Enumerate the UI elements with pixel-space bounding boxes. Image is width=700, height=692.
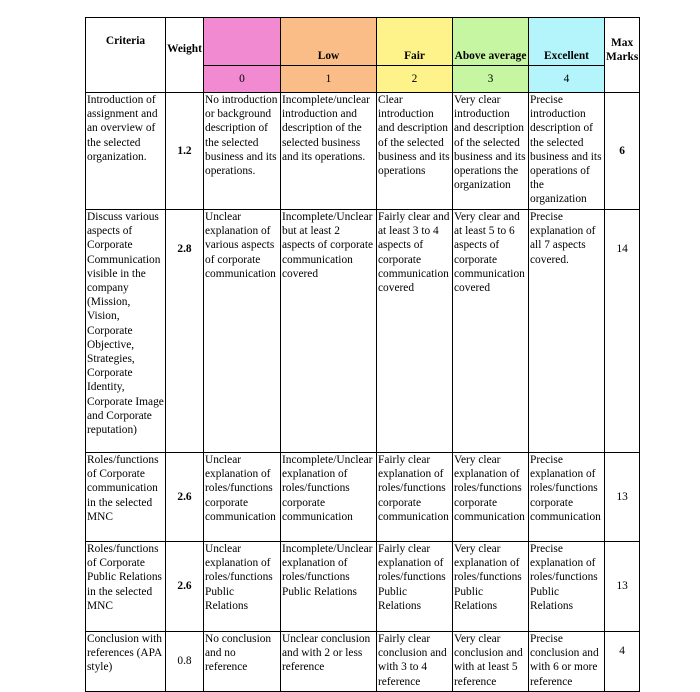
descriptor-cell: Precise explanation of roles/functions Public Relations — [529, 542, 605, 632]
level-header-fair: Fair — [377, 18, 453, 66]
rubric-table — [85, 17, 640, 692]
descriptor-cell: Fairly clear explanation of roles/functions corporate communication — [377, 453, 453, 542]
descriptor-cell: Precise conclusion and with 6 or more reference — [529, 632, 605, 692]
descriptor-cell: No conclusion and no reference — [204, 632, 281, 692]
criterion-cell: Conclusion with references (APA style) — [86, 632, 166, 692]
descriptor-cell: Very clear explanation of roles/functions Public Relations — [453, 542, 529, 632]
descriptor-cell: Precise explanation of all 7 aspects covered. — [529, 210, 605, 453]
table-row — [86, 632, 640, 692]
descriptor-cell: Very clear explanation of roles/functions corporate communication — [453, 453, 529, 542]
table-row — [86, 93, 640, 210]
criteria-header: Criteria — [86, 18, 166, 93]
table-row — [86, 542, 640, 632]
descriptor-cell: Very clear and at least 5 to 6 aspects of corporate communication covered — [453, 210, 529, 453]
level-header-above-average: Above average — [453, 18, 529, 66]
table-row — [86, 453, 640, 542]
weight-cell: 1.2 — [166, 93, 204, 210]
weight-cell: 2.8 — [166, 210, 204, 453]
max-marks-cell: 6 — [605, 93, 640, 210]
descriptor-cell: Precise explanation of roles/functions corporate communication — [529, 453, 605, 542]
header-row — [86, 18, 640, 66]
descriptor-cell: Very clear conclusion and with at least 5 reference — [453, 632, 529, 692]
descriptor-cell: Unclear explanation of various aspects of corporate communication — [204, 210, 281, 453]
descriptor-cell: Incomplete/Unclear explanation of roles/functions Public Relations — [281, 542, 377, 632]
score-cell: 3 — [453, 66, 529, 93]
weight-cell: 2.6 — [166, 542, 204, 632]
weight-header: Weight — [166, 18, 204, 93]
descriptor-cell: Incomplete/Unclear explanation of roles/functions corporate communication — [281, 453, 377, 542]
score-cell: 2 — [377, 66, 453, 93]
descriptor-cell: Fairly clear conclusion and with 3 to 4 reference — [377, 632, 453, 692]
level-header-low: Low — [281, 18, 377, 66]
descriptor-cell: Unclear explanation of roles/functions Public Relations — [204, 542, 281, 632]
level-header-excellent: Excellent — [529, 18, 605, 66]
criterion-cell: Roles/functions of Corporate Public Relations in the selected MNC — [86, 542, 166, 632]
descriptor-cell: Incomplete/unclear introduction and description of the selected business and its operations. — [281, 93, 377, 210]
score-cell: 1 — [281, 66, 377, 93]
score-cell: 0 — [204, 66, 281, 93]
descriptor-cell: Incomplete/Unclear but at least 2 aspects of corporate communication covered — [281, 210, 377, 453]
max-marks-cell: 4 — [605, 632, 640, 692]
max-marks-cell: 13 — [605, 542, 640, 632]
criterion-cell: Discuss various aspects of Corporate Communication visible in the company (Mission, Vision, Corporate Objective, Strategies, Corporate Identity, Corporate Image and Corporate reputation) — [86, 210, 166, 453]
level-header-0 — [204, 18, 281, 66]
descriptor-cell: Very clear introduction and description of the selected business and its operations the organization — [453, 93, 529, 210]
descriptor-cell: Fairly clear and at least 3 to 4 aspects of corporate communication covered — [377, 210, 453, 453]
descriptor-cell: No introduction or background description of the selected business and its operations. — [204, 93, 281, 210]
descriptor-cell: Unclear conclusion and with 2 or less reference — [281, 632, 377, 692]
criterion-cell: Roles/functions of Corporate communication in the selected MNC — [86, 453, 166, 542]
weight-cell: 2.6 — [166, 453, 204, 542]
max-marks-cell: 13 — [605, 453, 640, 542]
table-row — [86, 210, 640, 453]
criterion-cell: Introduction of assignment and an overview of the selected organization. — [86, 93, 166, 210]
max-marks-cell: 14 — [605, 210, 640, 453]
descriptor-cell: Fairly clear explanation of roles/functions Public Relations — [377, 542, 453, 632]
score-cell: 4 — [529, 66, 605, 93]
descriptor-cell: Clear introduction and description of the selected business and its operations — [377, 93, 453, 210]
descriptor-cell: Unclear explanation of roles/functions corporate communication — [204, 453, 281, 542]
weight-cell: 0.8 — [166, 632, 204, 692]
max-marks-header: Max Marks — [605, 18, 640, 93]
descriptor-cell: Precise introduction description of the selected business and its operations of the organization — [529, 93, 605, 210]
